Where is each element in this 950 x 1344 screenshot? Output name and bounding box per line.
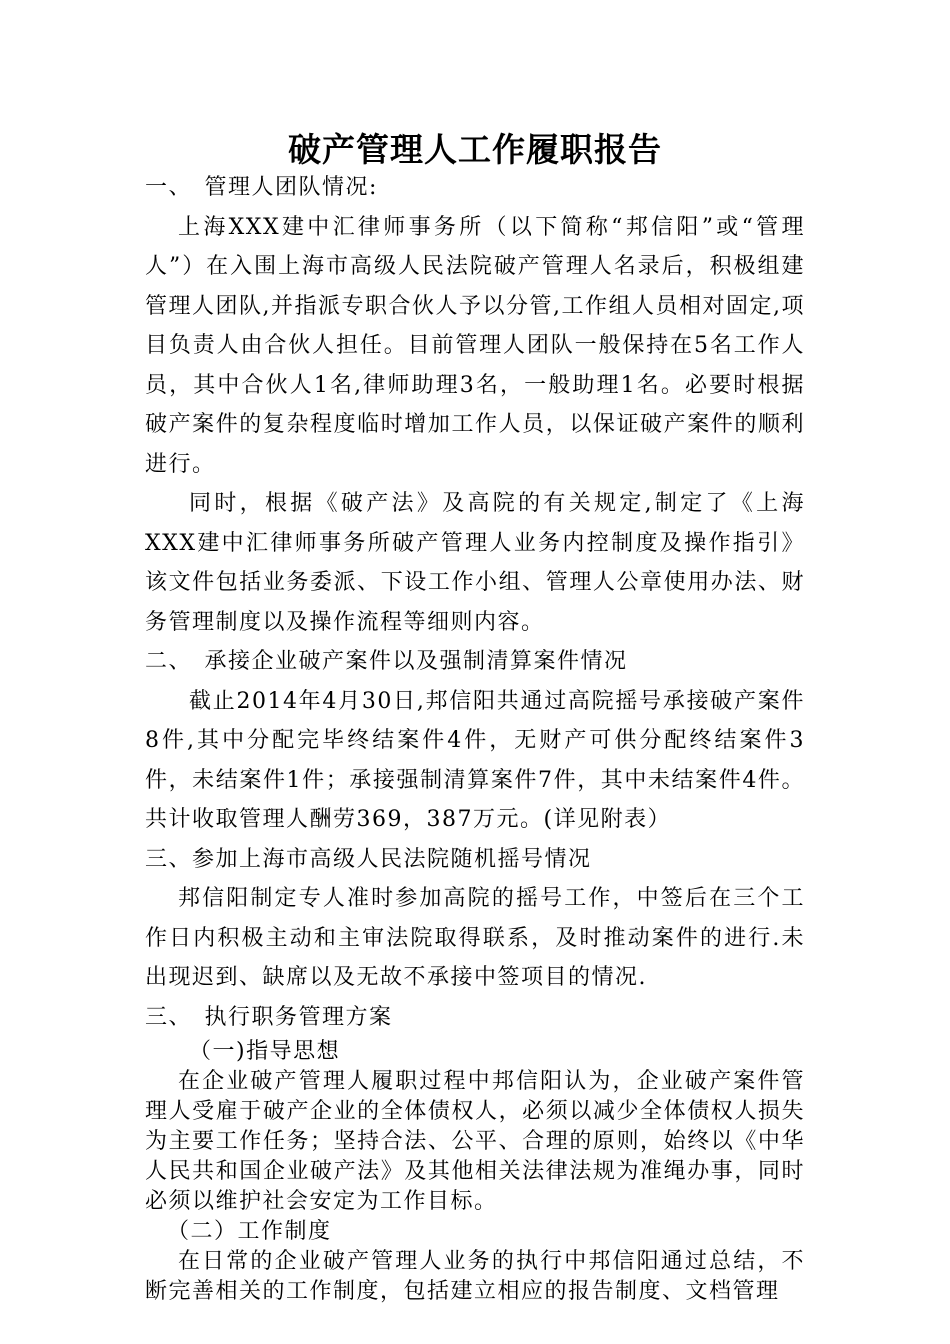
section-4-heading: 三、 执行职务管理方案 <box>145 1004 393 1030</box>
section-3-heading: 三、参加上海市高级人民法院随机摇号情况 <box>145 846 592 872</box>
section-4-subheading-1: （一)指导思想 <box>189 1039 341 1064</box>
section-1-paragraph-1: 上海XXX建中汇律师事务所（以下简称“邦信阳”或“管理人”）在入围上海市高级人民法院破产管理人名录后，积极组建管理人团队,并指派专职合伙人予以分管,工作组人员相对固定,项目负责人由合伙人担任。目前管理人团队一般保持在5名工作人员，其中合伙人1名,律师助理3名，一般助理1名。必要时根据破产案件的复杂程度临时增加工作人员，以保证破产案件的顺利进行。 <box>145 214 805 477</box>
section-4-paragraph-1: 在企业破产管理人履职过程中邦信阳认为，企业破产案件管理人受雇于破产企业的全体债权人，必须以减少全体债权人损失为主要工作任务；坚持合法、公平、合理的原则，始终以《中华人民共和国企业破产法》及其他相关法律法规为准绳办事，同时必须以维护社会安定为工作目标。 <box>145 1069 805 1214</box>
page-title: 破产管理人工作履职报告 <box>288 130 662 169</box>
section-2-heading: 二、 承接企业破产案件以及强制清算案件情况 <box>145 649 628 674</box>
section-4-paragraph-2: 在日常的企业破产管理人业务的执行中邦信阳通过总结，不断完善相关的工作制度，包括建立相应的报告制度、文档管理 <box>145 1249 805 1304</box>
section-3-paragraph-1: 邦信阳制定专人准时参加高院的摇号工作，中签后在三个工作日内积极主动和主审法院取得联系，及时推动案件的进行.未出现迟到、缺席以及无故不承接中签项目的情况. <box>145 886 805 990</box>
document-body <box>145 168 805 1307</box>
section-4-subheading-2: （二）工作制度 <box>167 1219 332 1244</box>
section-1-paragraph-2: 同时，根据《破产法》及高院的有关规定,制定了《上海XXX建中汇律师事务所破产管理人业务内控制度及操作指引》该文件包括业务委派、下设工作小组、管理人公章使用办法、财务管理制度以及操作流程等细则内容。 <box>145 491 805 635</box>
section-1-heading: 一、 管理人团队情况: <box>145 175 378 200</box>
section-2-paragraph-1: 截止2014年4月30日,邦信阳共通过高院摇号承接破产案件8件,其中分配完毕终结案件4件，无财产可供分配终结案件3件，未结案件1件；承接强制清算案件7件，其中未结案件4件。共计收取管理人酬劳369，387万元。(详见附表） <box>145 688 805 832</box>
